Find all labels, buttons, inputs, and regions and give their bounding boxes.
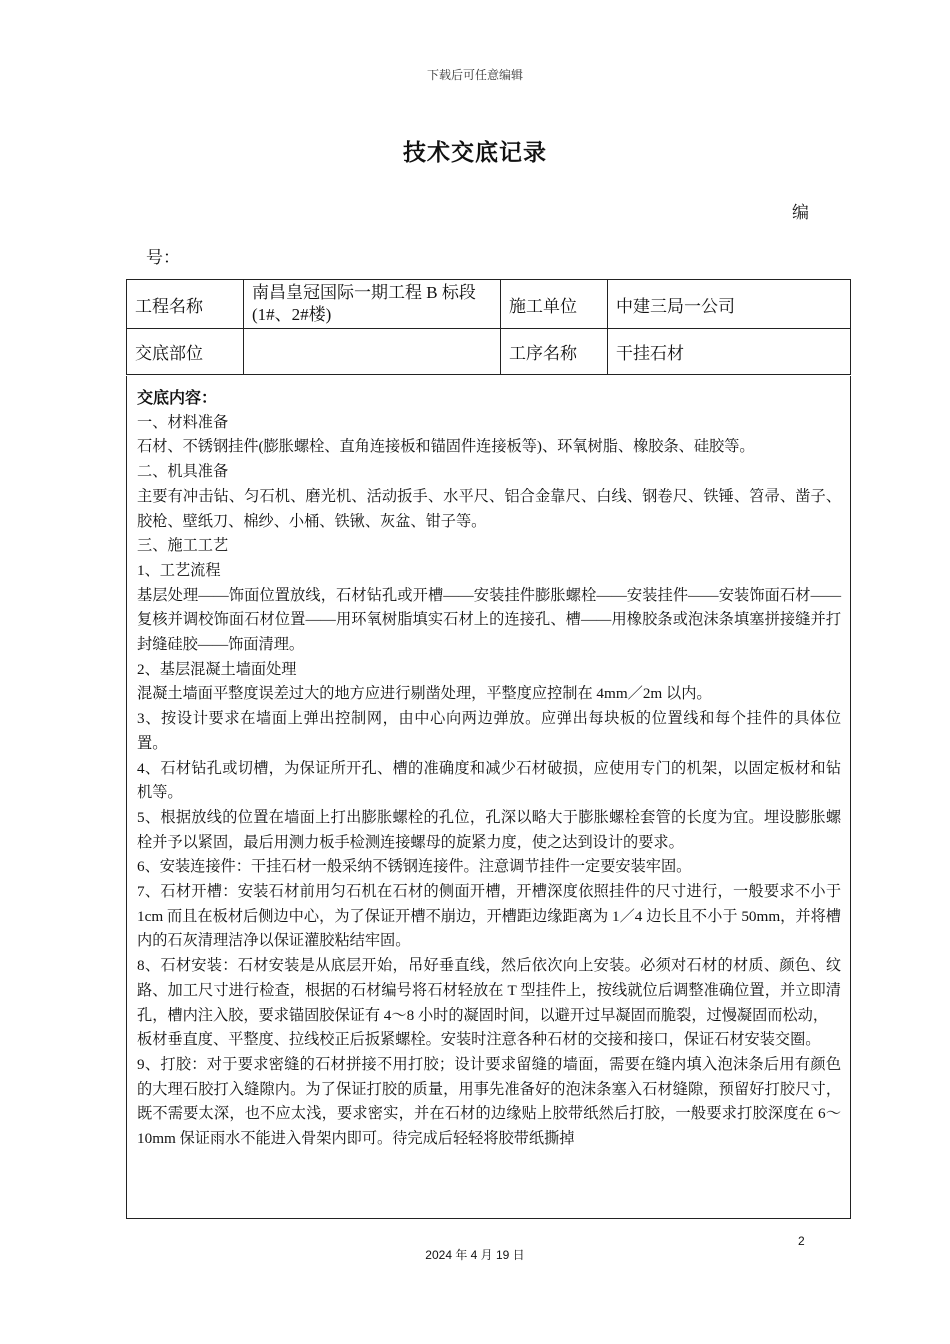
process-name-label: 工序名称 (501, 329, 608, 375)
content-paragraph: 主要有冲击钻、匀石机、磨光机、活动扳手、水平尺、铝合金靠尺、白线、钢卷尺、铁锤、笤帚、凿子、胶枪、壁纸刀、棉纱、小桶、铁锹、灰盆、钳子等。 (137, 487, 841, 530)
content-paragraph: 一、材料准备 (137, 413, 229, 431)
info-row-project (127, 280, 851, 329)
process-name-value: 干挂石材 (608, 329, 851, 375)
disclosure-content (127, 376, 850, 1152)
header-note: 下载后可任意编辑 (426, 68, 523, 82)
content-paragraph: 板材垂直度、平整度、拉线校正后扳紧螺栓。安装时注意各种石材的交接和接口，保证石材安装交圈。 (137, 1031, 821, 1049)
content-paragraph: 5、根据放线的位置在墙面上打出膨胀螺栓的孔位，孔深以略大于膨胀螺栓套管的长度为宜。埋设膨胀螺栓并予以紧固，最后用测力板手检测连接螺母的旋紧力度，使之达到设计的要求。 (137, 808, 841, 851)
content-paragraph: 6、安装连接件：干挂石材一般采纳不锈钢连接件。注意调节挂件一定要安装牢固。 (137, 858, 692, 876)
disclosure-content-box (126, 376, 851, 1219)
serial-number-label-part1: 编 (792, 203, 809, 222)
construction-unit-value: 中建三局一公司 (608, 280, 851, 329)
content-heading: 交底内容： (137, 388, 218, 407)
project-info-table (126, 279, 851, 375)
project-name-value: 南昌皇冠国际一期工程 B 标段(1#、2#楼) (244, 280, 501, 329)
content-paragraph: 二、机具准备 (137, 463, 229, 481)
serial-number-label-part2: 号： (146, 248, 180, 267)
content-paragraph: 石材、不锈钢挂件(膨胀螺栓、直角连接板和锚固件连接板等)、环氧树脂、橡胶条、硅胶等。 (137, 438, 755, 456)
content-paragraph: 2、基层混凝土墙面处理 (137, 660, 297, 678)
content-paragraph: 9、打胶：对于要求密缝的石材拼接不用打胶；设计要求留缝的墙面，需要在缝内填入泡沫条后用有颜色的大理石胶打入缝隙内。为了保证打胶的质量，用事先准备好的泡沫条塞入石材缝隙，预留好打胶尺寸，既不需要太深，也不应太浅，要求密实，并在石材的边缘贴上胶带纸然后打胶，一般要求打胶深度在 6～10mm 保证雨水不能进入骨架内即可。待完成后轻轻将胶带纸撕掉 (137, 1055, 841, 1148)
construction-unit-label: 施工单位 (501, 280, 608, 329)
content-paragraph: 4、石材钻孔或切槽，为保证所开孔、槽的准确度和减少石材破损，应使用专门的机架，以固定板材和钻机等。 (137, 759, 841, 802)
content-paragraph: 三、施工工艺 (137, 537, 229, 555)
disclosure-part-value (244, 329, 501, 375)
page-title: 技术交底记录 (403, 140, 547, 166)
project-name-label: 工程名称 (127, 280, 244, 329)
footer-date: 2024 年 4 月 19 日 (425, 1248, 525, 1262)
content-paragraph: 混凝土墙面平整度误差过大的地方应进行剔凿处理，平整度应控制在 4mm／2m 以内。 (137, 685, 712, 703)
page-number: 2 (798, 1234, 805, 1248)
content-paragraph: 1、工艺流程 (137, 561, 221, 579)
content-paragraph: 3、按设计要求在墙面上弹出控制网，由中心向两边弹放。应弹出每块板的位置线和每个挂件的具体位置。 (137, 710, 841, 752)
content-paragraph: 基层处理——饰面位置放线，石材钻孔或开槽——安装挂件膨胀螺栓——安装挂件——安装饰面石材——复核并调校饰面石材位置——用环氧树脂填实石材上的连接孔、槽——用橡胶条或泡沫条填塞拼接缝并打封缝硅胶——饰面清理。 (137, 586, 841, 654)
disclosure-part-label: 交底部位 (127, 329, 244, 375)
info-row-process (127, 329, 851, 375)
content-paragraph: 7、石材开槽：安装石材前用匀石机在石材的侧面开槽，开槽深度依照挂件的尺寸进行，一般要求不小于 1cm 而且在板材后侧边中心，为了保证开槽不崩边，开槽距边缘距离为 1／4 边长且不小于 50mm，并将槽内的石灰清理洁净以保证灌胶粘结牢固。 (137, 883, 841, 950)
content-paragraph: 8、石材安装：石材安装是从底层开始，吊好垂直线，然后依次向上安装。必须对石材的材质、颜色、纹路、加工尺寸进行检查，根据的石材编号将石材轻放在 T 型挂件上，按线就位后调整准确位置，并立即清孔，槽内注入胶，要求锚固胶保证有 4～8 小时的凝固时间，以避开过早凝固而脆裂，过慢凝固而松动， (137, 957, 841, 1024)
